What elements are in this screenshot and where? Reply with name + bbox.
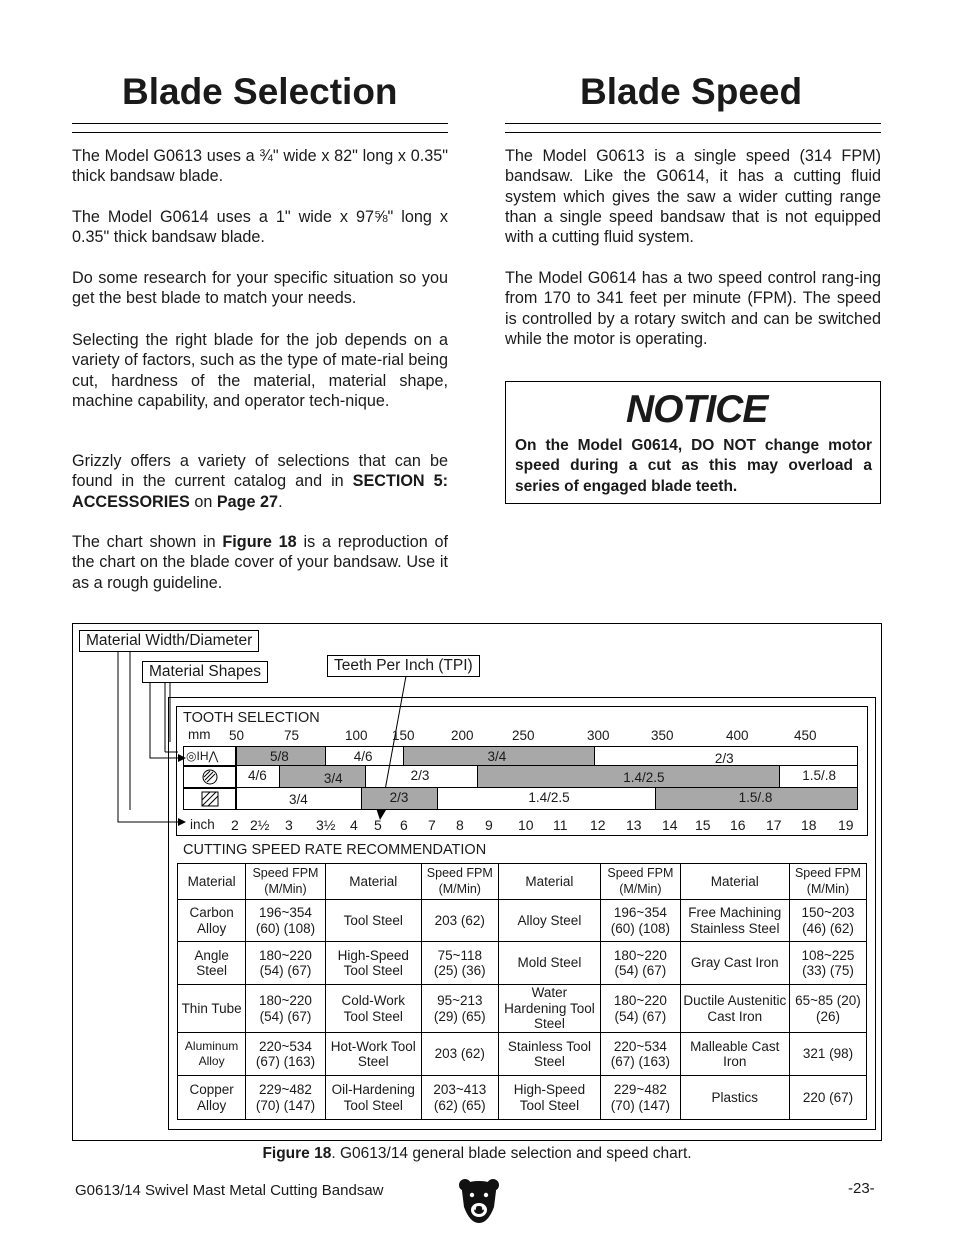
tpi-segment: 3/4	[280, 766, 366, 787]
blade-selection-title: Blade Selection	[122, 71, 398, 112]
tpi-segment: 4/6	[326, 747, 405, 765]
right-paragraph-2: The Model G0614 has a two speed control rang-ing from 170 to 341 feet per minute (FPM). The speed is controlled by a rotary switch and can be switched while the motor is operating.	[505, 269, 881, 348]
tpi-label: Teeth Per Inch (TPI)	[327, 655, 480, 677]
inch-tick-label: 16	[730, 817, 746, 833]
speed-cell: 95~213 (29) (65)	[421, 985, 498, 1033]
tpi-segment: 1.5/.8	[802, 768, 837, 783]
tpi-segment: 1.5/.8	[656, 788, 857, 809]
page-reference[interactable]: Page 27	[216, 492, 279, 511]
mm-tick-label: 50	[229, 728, 245, 743]
speed-cell: 196~354 (60) (108)	[246, 900, 326, 942]
inch-tick-label: 5	[374, 817, 382, 833]
inch-tick-label: 13	[626, 817, 642, 833]
grizzly-bear-logo-icon	[458, 1177, 500, 1225]
blade-speed-title: Blade Speed	[580, 71, 803, 112]
solid-round-cell	[183, 766, 236, 788]
tpi-row-round	[236, 766, 858, 788]
footer-title: G0613/14 Swivel Mast Metal Cutting Bandsaw	[75, 1182, 384, 1199]
table-row	[178, 985, 867, 1033]
tpi-segment: 2/3	[714, 751, 734, 766]
material-cell: Aluminum Alloy	[178, 1033, 246, 1076]
material-cell: Copper Alloy	[178, 1076, 246, 1120]
inch-tick-label: 7	[428, 817, 436, 833]
inch-tick-label: 15	[695, 817, 711, 833]
tooth-selection-title: TOOTH SELECTION	[183, 710, 320, 726]
col-header-speed: Speed FPM (M/Min)	[789, 864, 866, 900]
inch-tick-label: 19	[838, 817, 854, 833]
speed-cell: 180~220 (54) (67)	[601, 942, 681, 985]
inch-tick-label: 3	[285, 817, 293, 833]
left-paragraph-3: Do some research for your specific situation so you get the best blade to match your needs.	[72, 269, 448, 308]
speed-cell: 203 (62)	[421, 1033, 498, 1076]
mm-tick-label: 75	[284, 728, 300, 743]
section-reference[interactable]: SECTION 5: ACCESSORIES	[72, 472, 448, 511]
material-cell: Cold-Work Tool Steel	[325, 985, 421, 1033]
ibeam-shape-icon: I	[196, 749, 200, 763]
tpi-segment: 1.4/2.5	[438, 788, 655, 809]
speed-cell: 65~85 (20) (26)	[789, 985, 866, 1033]
col-header-speed: Speed FPM (M/Min)	[246, 864, 326, 900]
notice-title: NOTICE	[626, 388, 768, 431]
solid-square-cell	[183, 788, 236, 810]
inch-tick-label: 17	[766, 817, 782, 833]
table-row	[178, 1033, 867, 1076]
inch-tick-label: 12	[590, 817, 606, 833]
speed-cell: 229~482 (70) (147)	[246, 1076, 326, 1120]
solid-square-icon	[201, 791, 219, 807]
inch-tick-label: 6	[400, 817, 408, 833]
mm-tick-label: 250	[512, 728, 535, 743]
speed-cell: 180~220 (54) (67)	[246, 942, 326, 985]
material-cell: Alloy Steel	[498, 900, 600, 942]
material-cell: Gray Cast Iron	[680, 942, 789, 985]
mm-tick-label: 400	[726, 728, 749, 743]
tpi-segment: 3/4	[404, 747, 594, 765]
inch-label: inch	[190, 817, 215, 832]
mm-label: mm	[188, 727, 211, 742]
solid-round-icon	[202, 769, 218, 785]
speed-cell: 196~354 (60) (108)	[601, 900, 681, 942]
angle-shape-icon: ⋀	[208, 749, 219, 763]
speed-cell: 321 (98)	[789, 1033, 866, 1076]
inch-tick-label: 9	[485, 817, 493, 833]
speed-cell: 150~203 (46) (62)	[789, 900, 866, 942]
material-cell: Carbon Alloy	[178, 900, 246, 942]
channel-shape-icon: H	[199, 749, 209, 763]
inch-tick-label: 8	[456, 817, 464, 833]
tpi-segment: 2/3	[362, 788, 439, 809]
shape-icons-cell	[183, 746, 236, 766]
table-row	[178, 942, 867, 985]
table-row	[178, 1076, 867, 1120]
mm-tick-label: 150	[392, 728, 415, 743]
speed-cell: 203~413 (62) (65)	[421, 1076, 498, 1120]
right-paragraph-1: The Model G0613 is a single speed (314 FPM) bandsaw. Like the G0614, it has a cutting fluid system which gives the saw a wider cutting range than a single speed bandsaw that is not equipped with a cutting fluid system.	[505, 147, 881, 247]
material-cell: Tool Steel	[325, 900, 421, 942]
material-cell: Thin Tube	[178, 985, 246, 1033]
mm-tick-label: 200	[451, 728, 474, 743]
figure-reference[interactable]: Figure 18	[222, 533, 297, 551]
col-header-material: Material	[680, 864, 789, 900]
col-header-material: Material	[178, 864, 246, 900]
material-cell: Angle Steel	[178, 942, 246, 985]
mm-tick-label: 300	[587, 728, 610, 743]
material-cell: Free Machining Stainless Steel	[680, 900, 789, 942]
speed-cell: 203 (62)	[421, 900, 498, 942]
inch-tick-label: 3½	[316, 817, 336, 833]
mm-tick-label: 100	[345, 728, 368, 743]
tpi-segment: 1.4/2.5	[478, 766, 780, 787]
left-paragraph-2: The Model G0614 uses a 1" wide x 97⅝" long x 0.35" thick bandsaw blade.	[72, 208, 448, 247]
inch-tick-label: 11	[553, 817, 568, 833]
page-number: -23-	[848, 1180, 875, 1197]
table-row	[178, 900, 867, 942]
left-paragraph-1: The Model G0613 uses a ¾" wide x 82" long x 0.35" thick bandsaw blade.	[72, 147, 448, 186]
inch-tick-label: 4	[350, 817, 358, 833]
material-cell: Mold Steel	[498, 942, 600, 985]
cutting-speed-title: CUTTING SPEED RATE RECOMMENDATION	[183, 842, 487, 858]
col-header-material: Material	[498, 864, 600, 900]
tpi-segment: 4/6	[237, 766, 280, 787]
material-cell: Water Hardening Tool Steel	[498, 985, 600, 1033]
tpi-segment: 2/3	[366, 766, 479, 787]
mm-tick-label: 350	[651, 728, 674, 743]
inch-tick-label: 14	[662, 817, 678, 833]
tpi-segment: 5/8	[237, 747, 326, 765]
col-header-material: Material	[325, 864, 421, 900]
table-header-row	[178, 864, 867, 900]
tpi-segment: 3/4	[237, 788, 362, 809]
speed-cell: 180~220 (54) (67)	[601, 985, 681, 1033]
inch-tick-label: 10	[518, 817, 534, 833]
material-cell: Malleable Cast Iron	[680, 1033, 789, 1076]
inch-tick-label: 18	[801, 817, 817, 833]
material-shapes-label: Material Shapes	[142, 661, 268, 683]
col-header-speed: Speed FPM (M/Min)	[421, 864, 498, 900]
material-cell: Plastics	[680, 1076, 789, 1120]
speed-cell: 180~220 (54) (67)	[246, 985, 326, 1033]
material-cell: High-Speed Tool Steel	[325, 942, 421, 985]
tube-shape-icon: ◎	[186, 749, 197, 763]
material-cell: Oil-Hardening Tool Steel	[325, 1076, 421, 1120]
material-cell: High-Speed Tool Steel	[498, 1076, 600, 1120]
notice-text: On the Model G0614, DO NOT change motor speed during a cut as this may overload a series of engaged blade teeth.	[515, 437, 872, 495]
left-paragraph-6: The chart shown in Figure 18 is a reproduction of the chart on the blade cover of your bandsaw. Use it as a rough guideline.	[72, 533, 449, 592]
figure-caption: Figure 18. G0613/14 general blade selection and speed chart.	[262, 1145, 692, 1162]
speed-cell: 75~118 (25) (36)	[421, 942, 498, 985]
col-header-speed: Speed FPM (M/Min)	[601, 864, 681, 900]
inch-tick-label: 2	[231, 817, 239, 833]
material-width-label: Material Width/Diameter	[79, 630, 259, 652]
left-paragraph-4: Selecting the right blade for the job depends on a variety of factors, such as the type of mate-rial being cut, hardness of the material, material shape, machine capability, and operator tech-nique.	[72, 331, 448, 410]
left-paragraph-5: Grizzly offers a variety of selections that can be found in the current catalog and in SECTION 5: ACCESSORIES on Page 27.	[72, 452, 448, 511]
tpi-row-square	[236, 788, 858, 810]
cutting-speed-table	[177, 863, 867, 1120]
material-cell: Stainless Tool Steel	[498, 1033, 600, 1076]
speed-cell: 108~225 (33) (75)	[789, 942, 866, 985]
inch-tick-label: 2½	[250, 817, 270, 833]
mm-tick-label: 450	[794, 728, 817, 743]
speed-cell: 220~534 (67) (163)	[601, 1033, 681, 1076]
material-cell: Ductile Austenitic Cast Iron	[680, 985, 789, 1033]
tpi-row-shapes	[236, 746, 858, 766]
material-cell: Hot-Work Tool Steel	[325, 1033, 421, 1076]
speed-cell: 220 (67)	[789, 1076, 866, 1120]
speed-cell: 220~534 (67) (163)	[246, 1033, 326, 1076]
speed-cell: 229~482 (70) (147)	[601, 1076, 681, 1120]
